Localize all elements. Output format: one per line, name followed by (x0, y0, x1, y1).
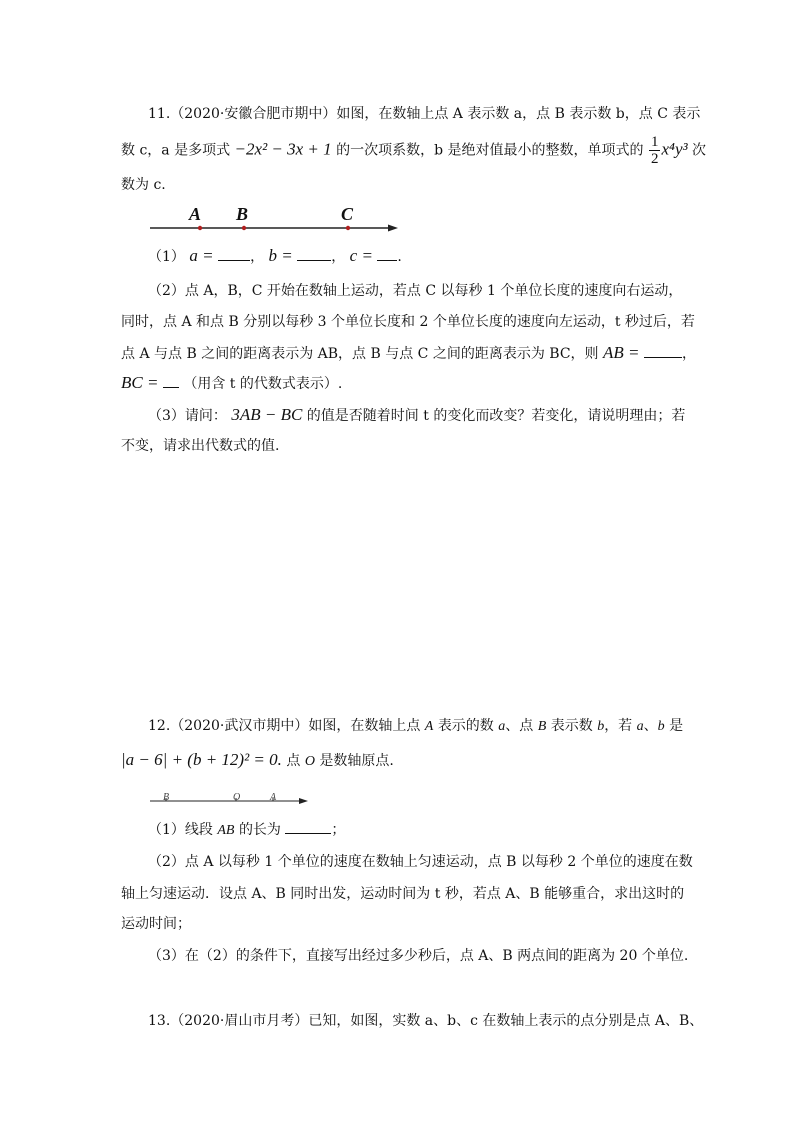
q11-bc-eq: BC = (121, 373, 159, 392)
q11-polynomial: −2x² − 3x + 1 (234, 139, 332, 159)
q11-point-c (346, 226, 350, 230)
q12-text-1d: 表示数 (550, 718, 593, 734)
q12-part-2-text-1: （2）点 A 以每秒 1 个单位的速度在数轴上匀速运动，点 B 以每秒 2 个单位的速度在数 (148, 854, 693, 870)
q12-part-1 (148, 819, 345, 841)
q11-bc-blank (163, 373, 179, 388)
q12-text-2b: 点 (286, 753, 301, 769)
q11-fraction (649, 134, 661, 167)
q11-c-blank (377, 246, 397, 261)
q12-label-a: A (270, 792, 277, 803)
q11-part-3-text-1b: 的值是否随着时间 t 的变化而改变？若变化，请说明理由；若 (306, 408, 686, 424)
q11-point-b (242, 226, 246, 230)
q11-part-3-line-2 (121, 436, 279, 456)
q11-part-2-text-3: 点 A 与点 B 之间的距离表示为 AB，点 B 与点 C 之间的距离表示为 BC，则 (121, 346, 599, 362)
q12-var-b-2: b (657, 719, 665, 734)
q11-part-2-text-1: （2）点 A，B，C 开始在数轴上运动，若点 C 以每秒 1 个单位长度的速度向右运动， (148, 283, 683, 299)
q11-part-3-text-1a: （3）请问： (148, 408, 227, 424)
q11-part-1: （1） a = ， b = ， c = . (148, 246, 402, 265)
q11-point-a (198, 226, 202, 230)
q12-text-1a: 12.（2020·武汉市期中）如图，在数轴上点 (148, 718, 421, 734)
q12-label-o: O (233, 792, 241, 803)
q11-line-2 (121, 134, 706, 167)
q11-part-3-line-1 (148, 405, 685, 426)
q11-a-eq: a = (189, 246, 214, 265)
q12-part-3 (148, 946, 688, 966)
q12-var-O: O (304, 754, 315, 769)
q12-text-1e: ，若 (604, 718, 633, 734)
q11-part-3-expression: 3AB − BC (231, 405, 303, 424)
q11-text-3: 数为 c. (121, 177, 166, 193)
q12-text-1g: 是 (669, 718, 684, 734)
q11-b-blank (297, 246, 331, 261)
q12-text-1f: 、 (643, 718, 658, 734)
q11-text-2a: 数 c，a 是多项式 (121, 142, 231, 159)
q12-axis-arrow (299, 798, 308, 804)
q12-text-1c: 、点 (505, 718, 534, 734)
q11-part-3-text-2: 不变，请求出代数式的值. (121, 438, 280, 454)
q12-text-1b: 表示的数 (437, 718, 494, 734)
q12-part-2-line-2 (121, 884, 684, 904)
q12-var-B: B (537, 719, 547, 734)
q11-part-2-line-2 (121, 312, 695, 332)
q11-fraction-numerator: 1 (650, 134, 659, 150)
q13-text-1: 13.（2020·眉山市月考）已知，如图，实数 a、b、c 在数轴上表示的点分别是点 A、B、 (148, 1013, 704, 1029)
q11-part-2-line-4 (121, 373, 342, 394)
q11-line-3 (121, 175, 166, 195)
q11-part-2-text-4: （用含 t 的代数式表示）. (183, 376, 343, 392)
q12-number-line (148, 788, 318, 808)
q11-part-1-label: （1） (148, 249, 185, 265)
q11-part-2-text-2: 同时，点 A 和点 B 分别以每秒 3 个单位长度和 2 个单位长度的速度向左运动，t 秒过后，若 (121, 314, 695, 330)
q11-fraction-denominator: 2 (650, 151, 659, 167)
q11-axis-arrow (388, 225, 398, 232)
q11-label-a: A (189, 204, 202, 224)
q12-part-1-text-b: 的长为 (238, 822, 281, 838)
q11-monomial: x⁴y³ (661, 139, 688, 159)
q12-var-a: a (498, 719, 506, 734)
q12-var-a-2: a (636, 719, 644, 734)
q12-ab-length-blank (285, 819, 331, 834)
q11-label-b: B (236, 204, 249, 224)
q11-part-2-line-3: 点 A 与点 B 之间的距离表示为 AB，点 B 与点 C 之间的距离表示为 BC，则 AB = ， (121, 343, 696, 362)
q11-part-2-line-1 (148, 281, 682, 301)
q12-part-1-text-c: ； (331, 822, 346, 838)
q11-ab-eq: AB = (603, 343, 640, 362)
q11-c-eq: c = (349, 246, 373, 265)
q12-equation: |a − 6| + (b + 12)² = 0. (121, 750, 282, 769)
q11-number-line (148, 200, 408, 236)
q12-line-1 (148, 716, 683, 737)
q13-line-1 (148, 1011, 703, 1031)
q11-text-2c: 次 (692, 142, 707, 159)
q11-text-2b: 的一次项系数，b 是绝对值最小的整数，单项式的 (336, 142, 644, 159)
q11-text-1: 11.（2020·安徽合肥市期中）如图，在数轴上点 A 表示数 a，点 B 表示数 b，点 C 表示 (148, 106, 701, 122)
q12-text-2c: 是数轴原点. (319, 753, 394, 769)
q12-part-2-line-3 (121, 914, 191, 934)
q11-a-blank (218, 246, 250, 261)
q12-part-2-line-1 (148, 852, 693, 872)
q12-var-AB: AB (217, 823, 235, 838)
q12-part-2-text-3: 运动时间； (121, 916, 191, 932)
q12-line-2 (121, 750, 394, 772)
q12-var-b: b (597, 719, 605, 734)
q11-line-1 (148, 104, 700, 124)
q12-var-A: A (424, 719, 434, 734)
q11-ab-blank (644, 343, 682, 358)
q11-b-eq: b = (268, 246, 293, 265)
q12-part-1-text-a: （1）线段 (148, 822, 213, 838)
q12-part-2-text-2: 轴上匀速运动．设点 A、B 同时出发，运动时间为 t 秒，若点 A、B 能够重合，求出这时的 (121, 886, 685, 902)
q12-part-3-text: （3）在（2）的条件下，直接写出经过多少秒后，点 A、B 两点间的距离为 20 个单位. (148, 948, 689, 964)
q12-label-b: B (163, 792, 170, 803)
q11-label-c: C (341, 204, 354, 224)
